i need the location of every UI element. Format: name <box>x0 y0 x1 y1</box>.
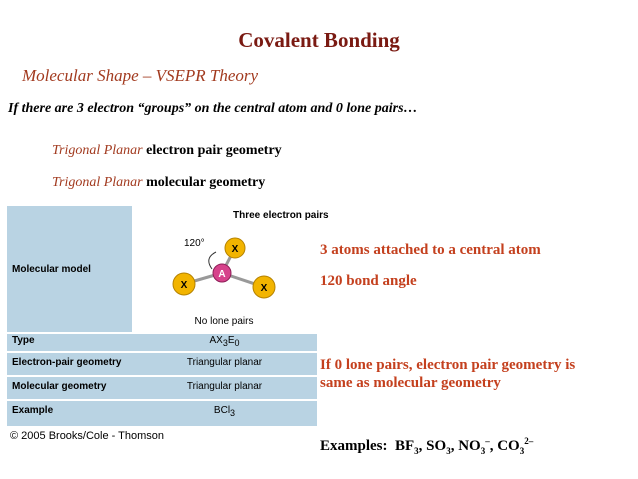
note-lone-pairs-2: same as molecular geometry <box>320 375 501 391</box>
geometry-rest: molecular geometry <box>146 175 266 190</box>
electron-pair-value: Triangular planar <box>186 357 263 368</box>
example-co3: $CO_3^{2-}$ <box>497 436 534 456</box>
molecular-model-box <box>132 226 317 332</box>
bond-angle-label: 120° <box>184 238 205 249</box>
model-caption: No lone pairs <box>194 316 254 327</box>
lead-text: If there are 3 electron “groups” on the central atom and 0 lone pairs… <box>8 101 418 116</box>
page-title: Covalent Bonding <box>238 28 400 52</box>
row-label-molecular: Molecular geometry <box>12 381 107 392</box>
geometry-accent: Trigonal Planar <box>52 143 143 158</box>
row-divider <box>7 375 317 377</box>
example-no3: $NO_3^-$ <box>458 436 490 456</box>
molecular-geometry-value: Triangular planar <box>186 381 263 392</box>
copyright-text: © 2005 Brooks/Cole - Thomson <box>10 430 165 442</box>
vsepr-table-figure <box>7 206 329 426</box>
geometry-accent: Trigonal Planar <box>52 175 143 190</box>
row-divider <box>7 351 317 353</box>
examples-prefix: Examples: <box>320 438 388 454</box>
row-divider <box>7 332 317 334</box>
angle-arc <box>209 252 216 269</box>
note-bond-angle: 120 bond angle <box>320 273 417 289</box>
row-label-example: Example <box>12 405 54 416</box>
atom-label-x: X <box>180 280 188 291</box>
molecular-geometry-line <box>52 175 265 191</box>
subtitle: Molecular Shape – VSEPR Theory <box>22 66 259 85</box>
molecule-illustration <box>132 226 317 332</box>
table-header: Three electron pairs <box>233 210 329 221</box>
atom-label-x: X <box>231 244 239 255</box>
atom-label-a: A <box>218 269 226 280</box>
example-formula: BCl$_3$ <box>213 405 236 418</box>
atom-label-x: X <box>260 283 268 294</box>
examples-line: Examples: $BF_3$, $SO_3$, $NO_3^-$, $CO_3^{2-}$ <box>320 436 534 456</box>
row-label-model: Molecular model <box>12 264 91 275</box>
type-formula: $AX_3E_0$ <box>209 335 240 348</box>
row-label-electron-pair: Electron-pair geometry <box>12 357 122 368</box>
row-divider <box>7 399 317 401</box>
note-atoms: 3 atoms attached to a central atom <box>320 242 541 258</box>
example-bf3: $BF_3$ <box>395 438 419 456</box>
geometry-rest: electron pair geometry <box>146 143 282 158</box>
row-label-type: Type <box>12 335 35 346</box>
example-so3: $SO_3$ <box>426 438 451 456</box>
note-lone-pairs-1: If 0 lone pairs, electron pair geometry is <box>320 357 576 373</box>
electron-pair-geometry-line <box>52 143 282 159</box>
